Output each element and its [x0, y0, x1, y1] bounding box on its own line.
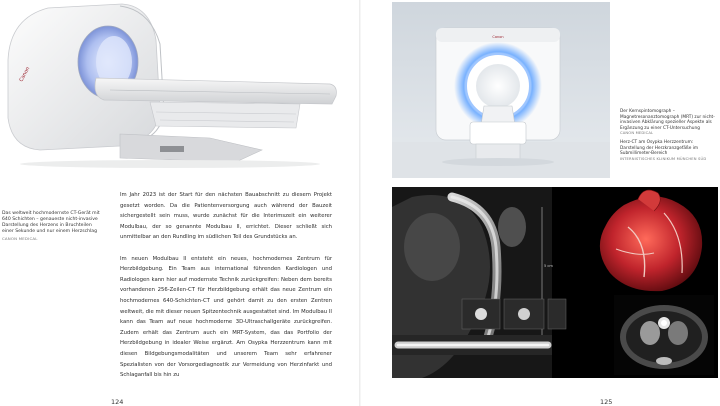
- mri-scanner-photo: [392, 2, 610, 178]
- body-text: [120, 190, 332, 391]
- ct-scanner-photo: [0, 0, 346, 168]
- ct-brand-label: Canon: [18, 66, 32, 83]
- heart-ct-caption-credit: INTERNISTISCHES KLINIKUM MÜNCHEN SÜD: [620, 156, 707, 161]
- body-paragraph-2: Im neuen Modulbau II entsteht ein neues, hochmodernes Zentrum für Herzbildgebung. Ein Team aus international führenden Kardiologen und Radiologen kann hier auf modernste Technik zurückgreifen: Neben dem bereits vorhandenen 256-Zeilen-CT für Herzbildgebung erhält das neue Zentrum ein hochmodernes 640-Schichten-CT und gehört damit zu den ersten Zentren weltweit, die mit dieser neuen Spitzentechnik ausgestattet sind. Im Modulbau II kann das Team auf neue hochmoderne 3D-Ultraschallgeräte zurückgreifen. Zudem erhält das Zentrum auch ein MRT-System, das das Portfolio der Herzbildgebung in idealer Weise ergänzt. Am Osypka Herzzentrum kann mit diesen Bildgebungsmodalitäten und unserem Team sehr erfahrener Spezialisten von der Vorsorgediagnostik zur Vermeidung von Herzinfarkt und Schlaganfall bis hin zu: [120, 255, 332, 379]
- ct-caption-text: Das weltweit hochmodernste CT-Gerät mit 640 Schichten – genaueste nicht-invasive Darstellung des Herzens in Bruchteilen einer Sekunde und nur einem Herzschlag: [2, 211, 100, 235]
- heart-ct-caption: [620, 140, 716, 162]
- ct-photo-caption: [2, 211, 102, 242]
- mri-caption: [620, 109, 716, 137]
- page-number-right: 125: [600, 398, 613, 406]
- mri-scanner-illustration: [392, 2, 610, 178]
- ct-caption-credit: CANON MEDICAL: [2, 236, 38, 242]
- heart-ct-caption-text: Herz-CT am Osypka Herzzentrum: Darstellung der Herzkranzgefäße im Submillimeter-Bereich: [620, 139, 699, 157]
- scale-label: 5 cm: [544, 264, 553, 268]
- cardiac-ct-images: [392, 187, 718, 378]
- right-captions: [620, 109, 716, 162]
- mri-caption-text: Der Kernspintomograph – Magnetresonanztomograph (MRT) zur nicht-invasiven Abklärung spezieller Aspekte als Ergänzung zu einer CT-Untersuchung: [620, 109, 715, 131]
- page-number-left: 124: [111, 398, 124, 406]
- mri-brand-label: Canon: [492, 35, 504, 39]
- book-gutter: [359, 0, 361, 406]
- cardiac-ct-collage: [392, 187, 718, 378]
- mri-caption-credit: CANON MEDICAL: [620, 131, 654, 136]
- body-paragraph-1: Im Jahr 2023 ist der Start für den nächsten Bauabschnitt zu diesem Projekt gesetzt worden. Da die Patientenversorgung auch während der Bauzeit sichergestellt sein muss, wurde zunächst für die Interimszeit ein weiterer Modulbau, der so genannte Modulbau II, errichtet. Dieser schließt sich unmittelbar an den Rundling im südlichen Teil des Grundstücks an.: [120, 192, 332, 241]
- ct-scanner-illustration: [0, 0, 346, 168]
